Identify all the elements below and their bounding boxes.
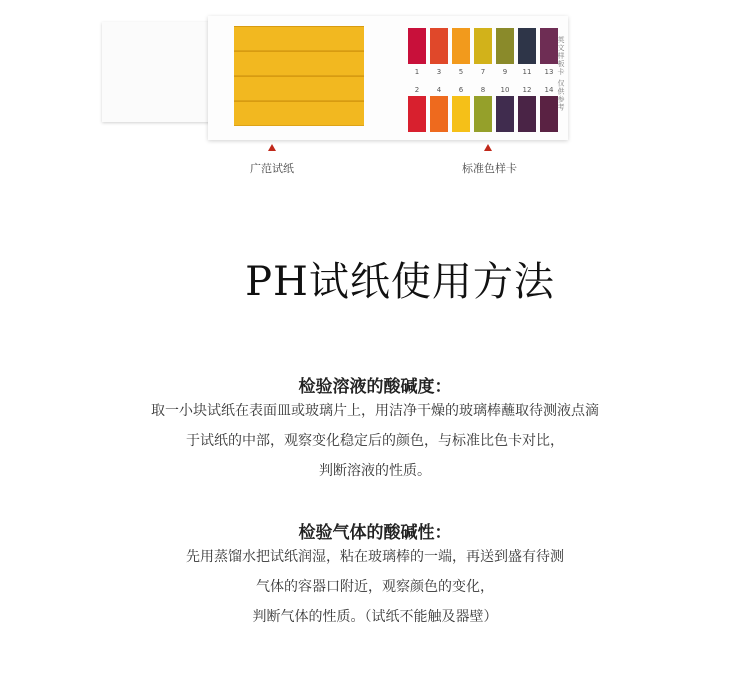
color-swatch	[518, 28, 536, 64]
ph-value-label: 11	[522, 68, 532, 76]
ph-value-label: 10	[500, 86, 510, 94]
ph-value-label: 5	[458, 68, 464, 76]
test-strip	[234, 101, 364, 126]
section-body-line: 气体的容器口附近，观察颜色的变化，	[256, 579, 494, 595]
section-body-line: 判断气体的性质。（试纸不能触及器壁）	[252, 609, 498, 625]
section-body-line: 先用蒸馏水把试纸润湿，粘在玻璃棒的一端，再送到盛有待测	[186, 549, 564, 565]
caption-test-paper: 广范试纸	[250, 162, 294, 175]
color-swatch	[452, 28, 470, 64]
ph-paper-booklet	[208, 16, 568, 140]
ph-value-label: 2	[414, 86, 420, 94]
ph-value-label: 6	[458, 86, 464, 94]
ph-value-label: 1	[414, 68, 420, 76]
color-chart-top-row	[408, 28, 558, 64]
page-title: PH试纸使用方法	[245, 259, 555, 305]
color-chart-side-text: 英文样板卡 仅供参考	[557, 36, 565, 112]
ph-value-label: 14	[544, 86, 554, 94]
section-body-line: 取一小块试纸在表面皿或玻璃片上，用洁净干燥的玻璃棒蘸取待测液点滴	[151, 403, 599, 419]
ph-value-label: 9	[502, 68, 508, 76]
caption-color-chart: 标准色样卡	[462, 162, 517, 175]
ph-value-label: 13	[544, 68, 554, 76]
test-strip	[234, 51, 364, 76]
section-body-line: 于试纸的中部，观察变化稳定后的颜色，与标准比色卡对比，	[186, 433, 564, 449]
color-swatch	[430, 28, 448, 64]
color-swatch	[452, 96, 470, 132]
color-swatch	[430, 96, 448, 132]
test-strip-stack	[234, 26, 364, 136]
color-chart-bottom-numbers	[408, 86, 558, 94]
strip-marker-icon	[268, 144, 276, 151]
color-swatch	[518, 96, 536, 132]
color-chart-top-numbers	[408, 68, 558, 76]
booklet-back-cover	[102, 22, 220, 122]
section-heading-solution: 检验溶液的酸碱度：	[298, 377, 452, 397]
product-photo	[90, 8, 570, 153]
color-swatch	[496, 96, 514, 132]
chart-marker-icon	[484, 144, 492, 151]
test-strip	[234, 76, 364, 101]
ph-value-label: 3	[436, 68, 442, 76]
color-chart-bottom-row	[408, 96, 558, 132]
color-swatch	[408, 28, 426, 64]
color-swatch	[408, 96, 426, 132]
color-swatch	[474, 96, 492, 132]
ph-value-label: 4	[436, 86, 442, 94]
color-swatch	[474, 28, 492, 64]
ph-value-label: 12	[522, 86, 532, 94]
section-heading-gas: 检验气体的酸碱性：	[298, 523, 452, 543]
ph-value-label: 7	[480, 68, 486, 76]
section-body-line: 判断溶液的性质。	[319, 463, 431, 479]
color-swatch	[496, 28, 514, 64]
test-strip	[234, 26, 364, 51]
ph-value-label: 8	[480, 86, 486, 94]
